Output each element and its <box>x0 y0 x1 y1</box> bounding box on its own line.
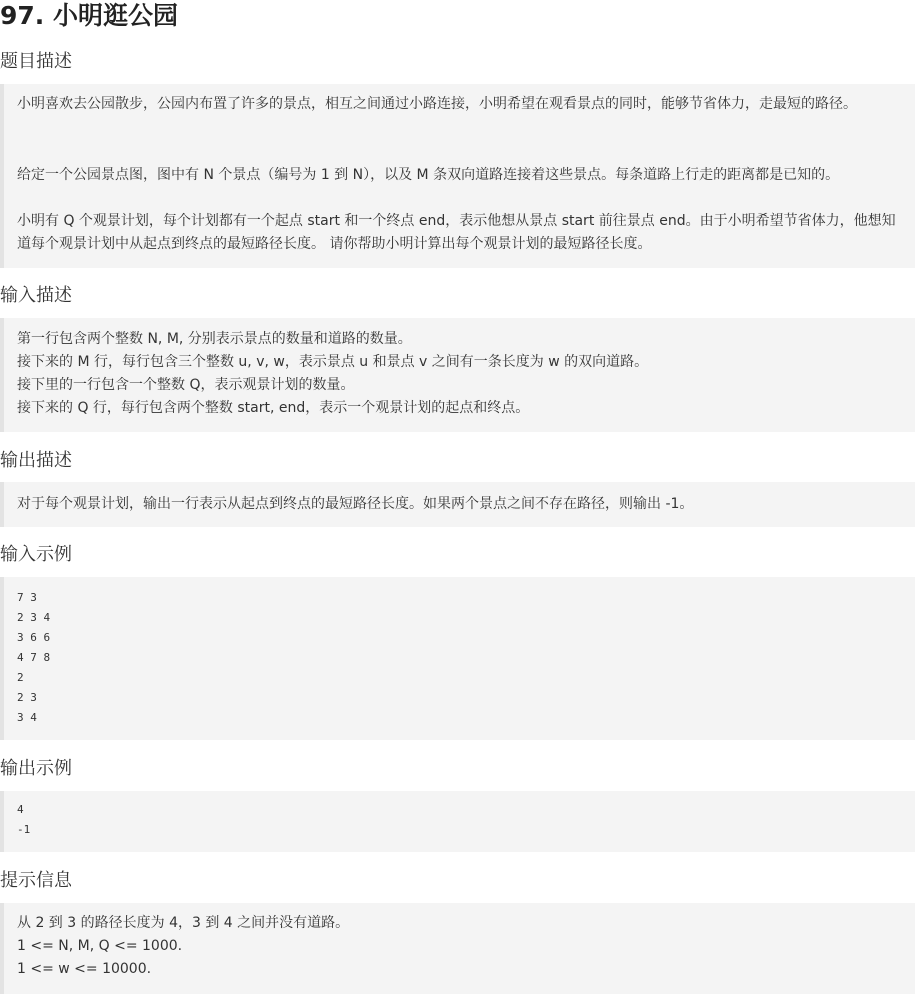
sample-input-line: 2 <box>17 671 24 684</box>
sample-output-heading: 输出示例 <box>0 758 72 779</box>
page-title: 97. 小明逛公园 <box>0 1 178 30</box>
sample-input-heading: 输入示例 <box>0 544 72 565</box>
sample-input-line: 2 3 <box>17 691 37 704</box>
hint-line-1: 从 2 到 3 的路径长度为 4，3 到 4 之间并没有道路。 <box>17 915 350 931</box>
description-block <box>0 84 915 268</box>
sample-input-line: 7 3 <box>17 591 37 604</box>
description-paragraph-1: 小明喜欢去公园散步，公园内布置了许多的景点，相互之间通过小路连接，小明希望在观看景点的同时，能够节省体力，走最短的路径。 <box>17 96 857 112</box>
hints-block <box>0 903 915 994</box>
sample-output-line: -1 <box>17 823 31 836</box>
output-heading: 输出描述 <box>0 450 72 471</box>
input-line-3: 接下里的一行包含一个整数 Q，表示观景计划的数量。 <box>17 377 355 393</box>
input-line-1: 第一行包含两个整数 N, M, 分别表示景点的数量和道路的数量。 <box>17 331 412 347</box>
hint-line-3: 1 <= w <= 10000. <box>17 961 152 977</box>
sample-input-line: 2 3 4 <box>17 611 51 624</box>
description-heading: 题目描述 <box>0 51 72 72</box>
hints-heading: 提示信息 <box>0 870 72 891</box>
output-block <box>0 482 915 527</box>
output-text: 对于每个观景计划，输出一行表示从起点到终点的最短路径长度。如果两个景点之间不存在路径，则输出 -1。 <box>17 496 694 512</box>
sample-input-line: 4 7 8 <box>17 651 51 664</box>
input-block <box>0 318 915 432</box>
sample-input-block <box>0 577 915 740</box>
input-line-2: 接下来的 M 行，每行包含三个整数 u, v, w，表示景点 u 和景点 v 之间有一条长度为 w 的双向道路。 <box>17 354 649 370</box>
input-line-4: 接下来的 Q 行，每行包含两个整数 start, end，表示一个观景计划的起点和终点。 <box>17 400 530 416</box>
sample-input-line: 3 4 <box>17 711 37 724</box>
description-paragraph-3: 小明有 Q 个观景计划，每个计划都有一个起点 start 和一个终点 end，表示他想从景点 start 前往景点 end。由于小明希望节省体力，他想知道每个观景计划中从起点到终点的最短路径长度。 请你帮助小明计算出每个观景计划的最短路径长度。 <box>17 213 896 252</box>
input-heading: 输入描述 <box>0 285 72 306</box>
hint-line-2: 1 <= N, M, Q <= 1000. <box>17 938 183 954</box>
sample-output-block <box>0 791 915 852</box>
sample-input-line: 3 6 6 <box>17 631 51 644</box>
sample-output-line: 4 <box>17 803 24 816</box>
description-paragraph-2: 给定一个公园景点图，图中有 N 个景点（编号为 1 到 N），以及 M 条双向道路连接着这些景点。每条道路上行走的距离都是已知的。 <box>17 167 840 183</box>
